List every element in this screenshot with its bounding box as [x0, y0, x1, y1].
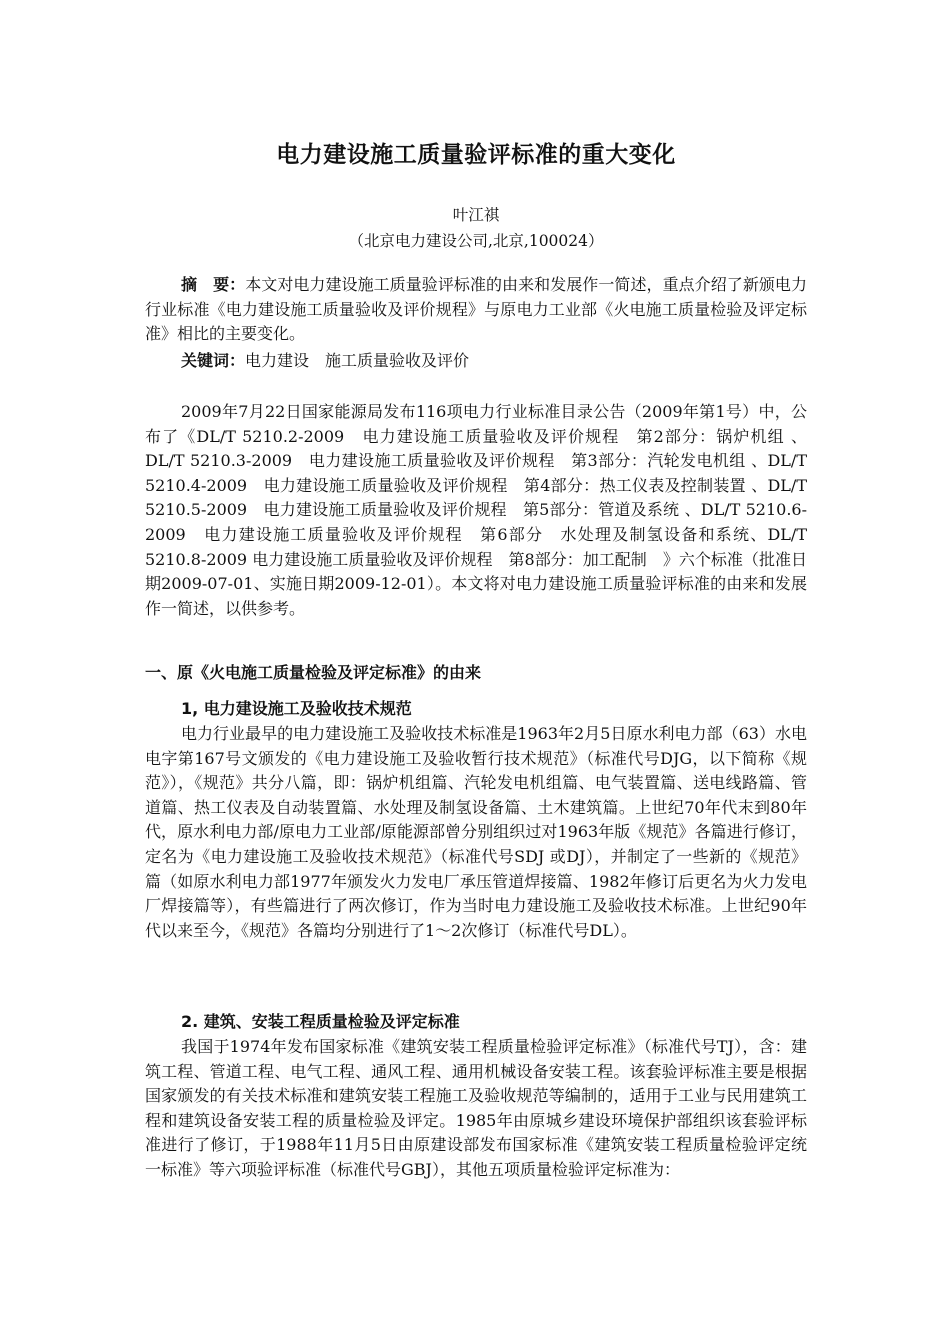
- subsection-1-heading: 1, 电力建设施工及验收技术规范: [181, 699, 412, 718]
- keywords-text: 电力建设 施工质量验收及评价: [245, 351, 470, 370]
- abstract-paragraph: [145, 273, 807, 347]
- document-title: 电力建设施工质量验评标准的重大变化: [276, 142, 676, 168]
- subsection-2-heading: 2. 建筑、安装工程质量检验及评定标准: [181, 1012, 460, 1031]
- keywords-paragraph: [145, 349, 807, 374]
- intro-paragraph: 2009年7月22日国家能源局发布116项电力行业标准目录公告（2009年第1号）中，公布了《DL/T 5210.2-2009 电力建设施工质量验收及评价规程 第2部分：锅炉机组 、DL/T 5210.3-2009 电力建设施工质量验收及评价规程 第3部分：汽轮发电机组 、DL/T 5210.4-2009 电力建设施工质量验收及评价规程 第4部分：热工仪表及控制装置 、DL/T 5210.5-2009 电力建设施工质量验收及评价规程 第5部分：管道及系统 、DL/T 5210.6-2009 电力建设施工质量验收及评价规程 第6部分 水处理及制氢设备和系统、DL/T 5210.8-2009 电力建设施工质量验收及评价规程 第8部分：加工配制 》六个标准（批准日期2009-07-01、实施日期2009-12-01）。本文将对电力建设施工质量验评标准的由来和发展作一简述，以供参考。: [145, 402, 807, 618]
- abstract-text: 本文对电力建设施工质量验评标准的由来和发展作一简述，重点介绍了新颁电力行业标准《电力建设施工质量验收及评价规程》与原电力工业部《火电施工质量检验及评定标准》相比的主要变化。: [145, 275, 807, 344]
- keywords-label: 关键词：: [181, 351, 246, 370]
- abstract-label: 摘 要：: [181, 275, 246, 294]
- subsection-2-paragraph: 我国于1974年发布国家标准《建筑安装工程质量检验评定标准》（标准代号TJ），含：建筑工程、管道工程、电气工程、通风工程、通用机械设备安装工程。该套验评标准主要是根据国家颁发的有关技术标准和建筑安装工程施工及验收规范等编制的，适用于工业与民用建筑工程和建筑设备安装工程的质量检验及评定。1985年由原城乡建设环境保护部组织该套验评标准进行了修订，于1988年11月5日由原建设部发布国家标准《建筑安装工程质量检验评定统一标准》等六项验评标准（标准代号GBJ），其他五项质量检验评定标准为：: [145, 1037, 807, 1179]
- section-1-heading: 一、原《火电施工质量检验及评定标准》的由来: [145, 663, 482, 682]
- subsection-1-paragraph: 电力行业最早的电力建设施工及验收技术标准是1963年2月5日原水利电力部（63）水电电字第167号文颁发的《电力建设施工及验收暂行技术规范》（标准代号DJG，以下简称《规范》），《规范》共分八篇，即：锅炉机组篇、汽轮发电机组篇、电气装置篇、送电线路篇、管道篇、热工仪表及自动装置篇、水处理及制氢设备篇、土木建筑篇。上世纪70年代末到80年代，原水利电力部/原电力工业部/原能源部曾分别组织过对1963年版《规范》各篇进行修订，定名为《电力建设施工及验收技术规范》（标准代号SDJ 或DJ），并制定了一些新的《规范》篇（如原水利电力部1977年颁发火力发电厂承压管道焊接篇、1982年修订后更名为火力发电厂焊接篇等），有些篇进行了两次修订，作为当时电力建设施工及验收技术标准。上世纪90年代以来至今，《规范》各篇均分别进行了1～2次修订（标准代号DL）。: [145, 724, 807, 940]
- author-name: 叶江祺: [452, 206, 500, 224]
- author-affiliation: （北京电力建设公司,北京,100024）: [348, 232, 604, 250]
